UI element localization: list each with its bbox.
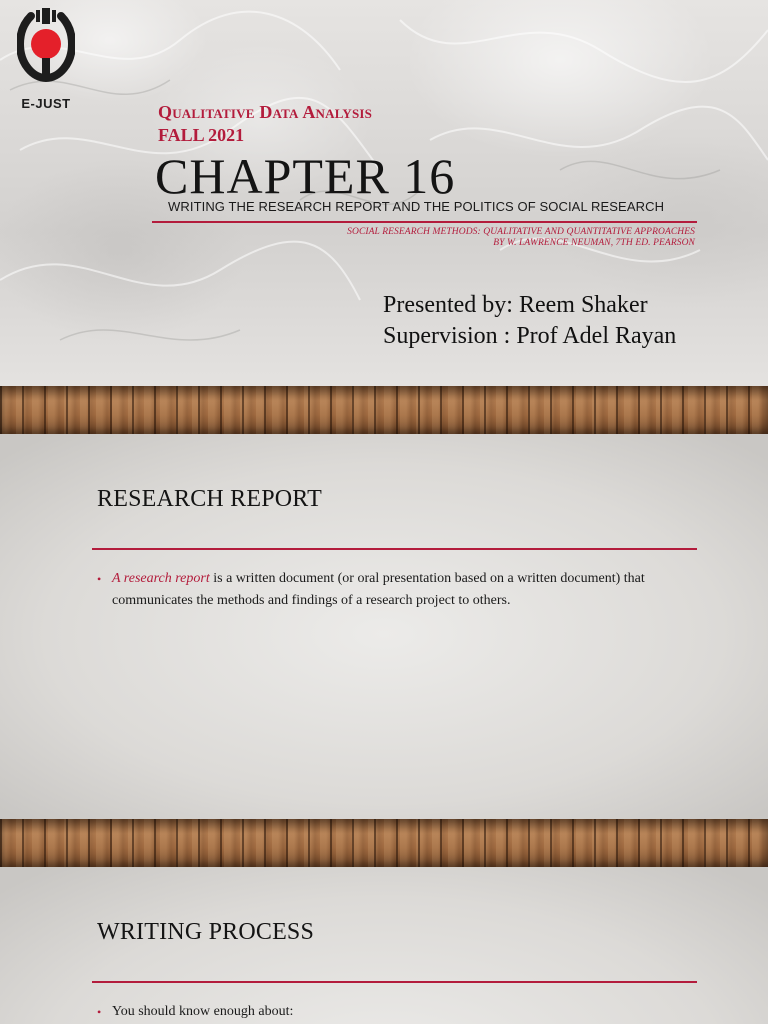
wood-floor-strip <box>0 386 768 434</box>
writing-process-slide <box>0 867 768 1024</box>
bullet-icon: • <box>97 572 102 586</box>
wood-floor-strip <box>0 819 768 867</box>
course-title: Qualitative Data Analysis <box>158 102 373 122</box>
presenter-line: Presented by: Reem Shaker <box>383 292 648 318</box>
research-report-slide <box>0 434 768 819</box>
definition-text: is a written document (or oral presentation based on a written document) that communicates the methods and findings of a research project to others. <box>112 571 645 608</box>
bullet-list <box>97 1001 697 1023</box>
title-slide <box>0 0 768 386</box>
source-line-1: SOCIAL RESEARCH METHODS: QUALITATIVE AND QUANTITATIVE APPROACHES <box>347 227 695 237</box>
bullet-icon: • <box>97 1005 102 1019</box>
title-divider <box>152 221 697 223</box>
heading-divider <box>92 548 697 550</box>
heading-divider <box>92 981 697 983</box>
bullet-text: You should know enough about: <box>112 1004 294 1019</box>
course-term: FALL 2021 <box>158 125 245 145</box>
chapter-subtitle: WRITING THE RESEARCH REPORT AND THE POLITICS OF SOCIAL RESEARCH <box>168 199 665 214</box>
e-just-logo-icon <box>17 8 75 88</box>
bullet-item <box>97 568 697 612</box>
logo-text: E-JUST <box>21 96 71 111</box>
chapter-title: CHAPTER 16 <box>155 148 456 204</box>
presenter-block <box>383 290 683 352</box>
bullet-list <box>97 568 697 612</box>
bullet-item <box>97 1001 697 1023</box>
supervisor-line: Supervision : Prof Adel Rayan <box>383 323 677 349</box>
source-line-2: BY W. LAWRENCE NEUMAN, 7TH ED. PEARSON <box>493 238 695 248</box>
slide-heading: WRITING PROCESS <box>97 919 315 945</box>
slide-heading: RESEARCH REPORT <box>97 486 322 512</box>
definition-term: A research report <box>112 571 210 586</box>
